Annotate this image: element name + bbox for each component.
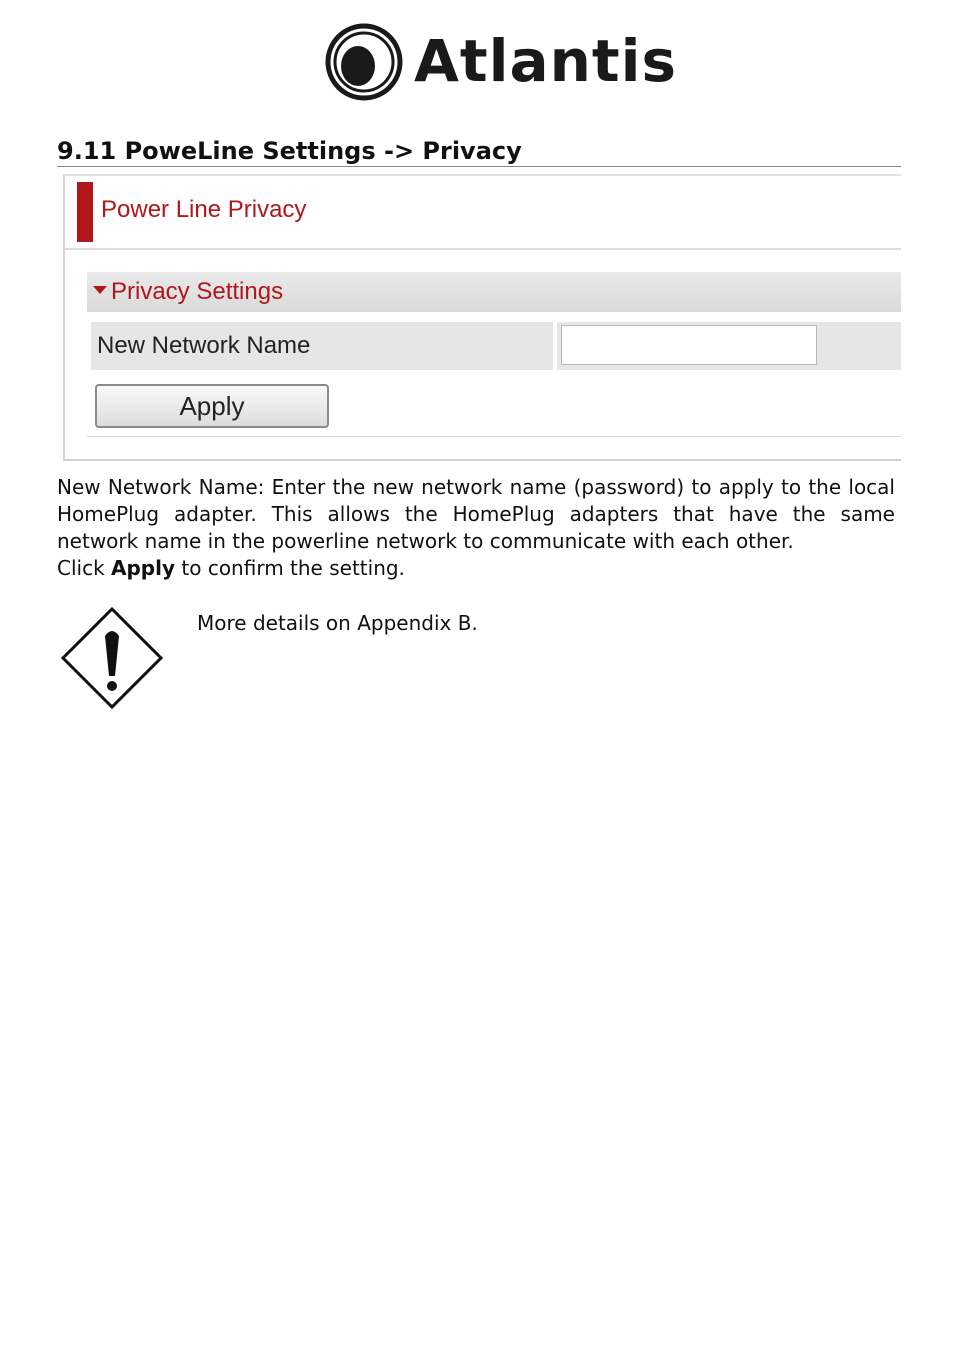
description-paragraph <box>57 474 895 555</box>
input-cell <box>557 322 901 370</box>
triangle-down-icon[interactable] <box>93 286 107 294</box>
header-accent-bar <box>77 182 93 242</box>
click-bold: Apply <box>111 556 176 580</box>
network-name-input[interactable] <box>561 325 817 365</box>
privacy-settings-group[interactable] <box>87 272 901 312</box>
click-instruction <box>57 555 405 582</box>
warning-icon <box>60 606 164 710</box>
panel-header <box>65 176 901 250</box>
panel-title: Power Line Privacy <box>101 196 307 223</box>
network-name-label: New Network Name <box>97 332 311 359</box>
click-prefix: Click <box>57 556 105 580</box>
section-title: 9.11 PoweLine Settings -> Privacy <box>57 136 901 167</box>
apply-button[interactable]: Apply <box>95 384 329 428</box>
click-suffix: to confirm the setting. <box>181 556 405 580</box>
label-cell <box>91 322 553 370</box>
logo-text: Atlantis <box>414 27 678 95</box>
privacy-screenshot <box>63 174 901 461</box>
network-name-row <box>91 322 901 370</box>
atlantis-logo <box>324 22 678 102</box>
group-title: Privacy Settings <box>111 278 284 305</box>
note-text: More details on Appendix B. <box>197 611 478 635</box>
divider <box>87 436 901 437</box>
description-text: New Network Name: Enter the new network name (password) to apply to the local HomePlug adapter. This allows the HomePlug adapters that have the same network name in the powerline network to communicate with each other. <box>57 475 895 553</box>
logo-mark-icon <box>324 22 408 102</box>
